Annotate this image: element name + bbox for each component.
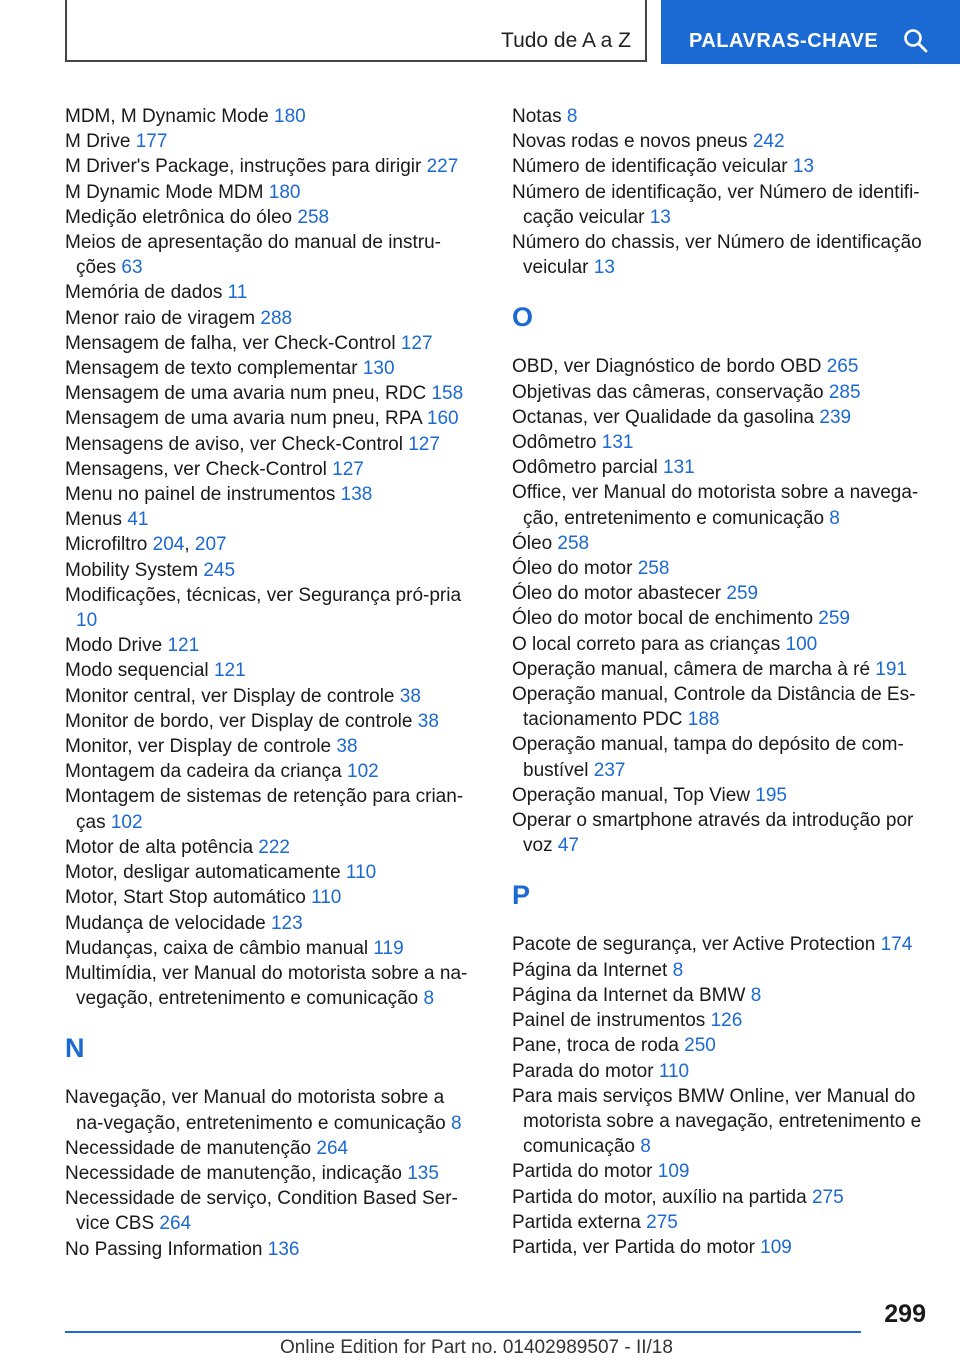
- index-letter-heading: N: [65, 1033, 85, 1064]
- index-entry-term: Memória de dados: [65, 282, 223, 304]
- index-entry-term: Número do chassis, ver Número de identificação veicular: [512, 232, 922, 279]
- index-entry-term: Monitor de bordo, ver Display de controle: [65, 710, 413, 732]
- index-entry-term: Montagem da cadeira da criança: [65, 761, 342, 783]
- page-reference-link[interactable]: 121: [213, 660, 246, 682]
- page-reference-link[interactable]: 38: [417, 710, 439, 732]
- index-entry: [65, 432, 475, 457]
- index-entry-term: Óleo: [512, 532, 553, 554]
- page-number: 299: [884, 1300, 926, 1328]
- page-reference-link[interactable]: 119: [373, 937, 404, 959]
- page-reference-link[interactable]: 110: [658, 1060, 690, 1082]
- index-entry-term: Óleo do motor bocal de enchimento: [512, 608, 814, 630]
- index-entry: [512, 531, 932, 556]
- index-entry: [512, 1185, 932, 1210]
- index-entry: [512, 129, 932, 154]
- index-entry-term: Meios de apresentação do manual de instru-ções: [65, 232, 442, 279]
- page-reference-link[interactable]: 136: [267, 1238, 300, 1260]
- index-entry: [512, 732, 932, 782]
- index-entry-term: M Dynamic Mode MDM: [65, 181, 264, 203]
- index-entry-term: Para mais serviços BMW Online, ver Manual do motorista sobre a navegação, entretenimento e comunicação: [512, 1085, 922, 1158]
- page-reference-link[interactable]: 13: [649, 206, 671, 228]
- page-reference-link[interactable]: 258: [637, 558, 670, 580]
- index-entry-term: Octanas, ver Qualidade da gasolina: [512, 406, 815, 428]
- page-reference-link[interactable]: 11: [227, 282, 248, 304]
- index-entry-term: O local correto para as crianças: [512, 633, 781, 655]
- index-entry-term: Mudança de velocidade: [65, 912, 266, 934]
- index-entry: [512, 380, 932, 405]
- index-entry: [512, 480, 932, 530]
- page-reference-link[interactable]: 38: [336, 736, 358, 758]
- index-entry: [512, 455, 932, 480]
- index-entry-term: Motor, desligar automaticamente: [65, 862, 341, 884]
- index-entry: [512, 1210, 932, 1235]
- index-entry-term: Odômetro parcial: [512, 457, 658, 479]
- index-entry-term: Navegação, ver Manual do motorista sobre a na-vegação, entretenimento e comunicação: [65, 1087, 446, 1134]
- footer-divider: [65, 1331, 861, 1333]
- index-entry: [65, 658, 475, 683]
- index-entry: [512, 405, 932, 430]
- page-reference-link[interactable]: 239: [819, 406, 852, 428]
- index-entry: [65, 784, 475, 834]
- page-reference-link[interactable]: 8: [640, 1136, 651, 1158]
- tab-keywords[interactable]: [661, 0, 960, 64]
- index-entry-term: OBD, ver Diagnóstico de bordo OBD: [512, 356, 822, 378]
- index-entry: [512, 1008, 932, 1033]
- index-entry: [512, 682, 932, 732]
- index-entry-term: Partida do motor: [512, 1161, 653, 1183]
- page-reference-link[interactable]: 13: [593, 257, 615, 279]
- index-entry: [512, 430, 932, 455]
- page-reference-link[interactable]: 38: [399, 685, 421, 707]
- index-entry-term: MDM, M Dynamic Mode: [65, 106, 269, 127]
- index-entry-term: Modo Drive: [65, 635, 163, 657]
- index-entry-term: Notas: [512, 106, 562, 127]
- index-entry-term: Objetivas das câmeras, conservação: [512, 381, 824, 403]
- index-entry-term: Partida, ver Partida do motor: [512, 1236, 755, 1258]
- index-entry-term: Microfiltro: [65, 534, 148, 556]
- index-entry-term: Odômetro: [512, 432, 597, 454]
- index-entry: [65, 331, 475, 356]
- index-entry-term: Multimídia, ver Manual do motorista sobre a na-vegação, entretenimento e comunicação: [65, 962, 468, 1010]
- header: [0, 0, 960, 66]
- index-entry: [512, 958, 932, 983]
- page-reference-link[interactable]: 264: [159, 1213, 192, 1235]
- index-entry-term: Mensagem de uma avaria num pneu, RPA: [65, 408, 422, 430]
- page-reference-link[interactable]: 191: [875, 658, 907, 680]
- page-reference-link[interactable]: 245: [203, 559, 236, 581]
- index-entry-term: Operação manual, tampa do depósito de com-bustível: [512, 734, 904, 781]
- index-entry: [512, 154, 932, 179]
- index-entry: [65, 482, 475, 507]
- index-entry-term: Operação manual, Top View: [512, 784, 751, 806]
- page-reference-link[interactable]: 130: [362, 358, 395, 380]
- page-reference-link[interactable]: 174: [880, 934, 913, 956]
- page-reference-link[interactable]: 131: [663, 457, 695, 479]
- page-reference-link[interactable]: 258: [557, 532, 590, 554]
- index-entry: [65, 507, 475, 532]
- index-entry: [512, 1033, 932, 1058]
- index-entry-term: Número de identificação veicular: [512, 156, 788, 178]
- page-reference-link[interactable]: 275: [646, 1211, 678, 1233]
- index-entry-term: Página da Internet: [512, 959, 668, 981]
- index-entry-term: Operar o smartphone através da introdução por voz: [512, 810, 914, 857]
- index-entry-term: Página da Internet da BMW: [512, 984, 746, 1006]
- index-entry: [512, 606, 932, 631]
- page-reference-link[interactable]: 131: [601, 432, 634, 454]
- page-reference-link[interactable]: 127: [332, 458, 364, 480]
- index-entry-term: Mensagem de texto complementar: [65, 358, 358, 380]
- index-entry-term: Monitor, ver Display de controle: [65, 736, 332, 758]
- index-entry: [65, 1136, 475, 1161]
- index-entry-term: Óleo do motor abastecer: [512, 583, 722, 605]
- page-reference-link[interactable]: 177: [135, 131, 168, 153]
- page-reference-link[interactable]: 8: [829, 507, 840, 529]
- index-entry: [65, 759, 475, 784]
- index-entry-term: Modificações, técnicas, ver Segurança pró-pria: [65, 584, 462, 606]
- page-reference-link[interactable]: 242: [752, 131, 785, 153]
- index-entry: [65, 936, 475, 961]
- index-entry: [512, 657, 932, 682]
- index-entry: [512, 354, 932, 379]
- page-reference-link[interactable]: 188: [687, 709, 720, 731]
- index-entry: [65, 684, 475, 709]
- index-entry: [65, 205, 475, 230]
- index-entry-term: Óleo do motor: [512, 558, 633, 580]
- page-reference-link[interactable]: 63: [121, 257, 143, 279]
- page-reference-link[interactable]: 265: [826, 356, 859, 378]
- index-entry: [65, 230, 475, 280]
- index-entry: [65, 1161, 475, 1186]
- index-entry-term: Necessidade de manutenção, indicação: [65, 1162, 402, 1184]
- page-reference-link[interactable]: 123: [270, 912, 303, 934]
- index-entry: [65, 406, 475, 431]
- index-entry: [512, 1084, 932, 1160]
- tab-a-to-z[interactable]: [65, 0, 647, 62]
- index-entry: [65, 356, 475, 381]
- index-entry: [512, 581, 932, 606]
- page-reference-link[interactable]: 195: [755, 784, 787, 806]
- page-reference-link[interactable]: 102: [347, 761, 379, 783]
- index-entry-term: Monitor central, ver Display de controle: [65, 685, 395, 707]
- index-entry-term: Office, ver Manual do motorista sobre a navega-ção, entretenimento e comunicação: [512, 482, 919, 529]
- page-reference-link[interactable]: 275: [811, 1186, 844, 1208]
- page-reference-link[interactable]: 10: [76, 610, 98, 632]
- index-entry: [65, 1186, 475, 1236]
- index-entry-term: No Passing Information: [65, 1238, 263, 1260]
- page-reference-link[interactable]: 102: [110, 811, 143, 833]
- page-reference-link[interactable]: 110: [345, 862, 377, 884]
- index-entry: [65, 129, 475, 154]
- index-entry-term: Menor raio de viragem: [65, 307, 256, 329]
- page-reference-link[interactable]: 13: [792, 156, 815, 178]
- index-entry: [512, 632, 932, 657]
- index-letter-heading: O: [512, 302, 534, 333]
- tab-keywords-label: PALAVRAS-CHAVE: [689, 30, 879, 52]
- index-entry: [65, 961, 475, 1011]
- page-reference-link[interactable]: 127: [408, 433, 440, 455]
- index-entry: [65, 104, 475, 129]
- index-entry: [65, 457, 475, 482]
- index-entry: [65, 885, 475, 910]
- index-entry: [65, 1085, 475, 1135]
- page-reference-link[interactable]: 121: [167, 635, 200, 657]
- index-entry-term: Mensagens, ver Check-Control: [65, 458, 327, 480]
- page-reference-link[interactable]: 264: [316, 1137, 349, 1159]
- page-reference-link[interactable]: 8: [450, 1112, 462, 1134]
- page-reference-link[interactable]: 237: [593, 759, 626, 781]
- page-reference-link[interactable]: 180: [274, 106, 306, 127]
- index-entry-term: Necessidade de manutenção: [65, 1137, 312, 1159]
- index-entry: [65, 1237, 475, 1262]
- index-entry-term: Mensagens de aviso, ver Check-Control: [65, 433, 403, 455]
- index-entry: [65, 558, 475, 583]
- page-reference-link[interactable]: 127: [400, 332, 433, 354]
- index-letter-heading: P: [512, 880, 531, 911]
- index-entry-term: Partida externa: [512, 1211, 641, 1233]
- index-entry-term: Menus: [65, 509, 123, 531]
- page-reference-link[interactable]: 126: [710, 1010, 743, 1032]
- index-entry: [512, 1159, 932, 1184]
- page-reference-link[interactable]: 180: [268, 181, 301, 203]
- page-reference-link[interactable]: 8: [423, 988, 435, 1010]
- page-reference-link[interactable]: 41: [127, 509, 149, 531]
- index-entry-term: Pane, troca de roda: [512, 1035, 679, 1057]
- tab-a-to-z-label: Tudo de A a Z: [501, 29, 631, 52]
- index-entry: [65, 633, 475, 658]
- index-entry: [512, 983, 932, 1008]
- index-entry-term: Medição eletrônica do óleo: [65, 206, 293, 228]
- index-entry: [512, 1059, 932, 1084]
- index-entry: [512, 230, 932, 280]
- page-reference-link[interactable]: 227: [426, 156, 459, 178]
- index-entry: [65, 381, 475, 406]
- index-entry-term: Pacote de segurança, ver Active Protection: [512, 934, 876, 956]
- page-reference-link[interactable]: 258: [297, 206, 330, 228]
- index-entry-term: Necessidade de serviço, Condition Based Ser-vice CBS: [65, 1188, 458, 1235]
- page-reference-link[interactable]: 135: [407, 1162, 439, 1184]
- footer-edition: Online Edition for Part no. 01402989507 - II/18: [280, 1337, 673, 1358]
- page-reference-link[interactable]: 8: [750, 984, 762, 1006]
- page-reference-link[interactable]: 109: [760, 1236, 792, 1258]
- index-entry: [512, 180, 932, 230]
- index-entry: [65, 154, 475, 179]
- page-reference-link[interactable]: 259: [818, 608, 850, 630]
- index-entry: [65, 734, 475, 759]
- index-entry-term: Mobility System: [65, 559, 199, 581]
- page-reference-link[interactable]: 288: [260, 307, 293, 329]
- index-entry: [512, 932, 932, 957]
- index-column-right: [512, 104, 932, 1260]
- page-reference-link[interactable]: 160: [426, 408, 459, 430]
- index-entry-term: Parada do motor: [512, 1060, 654, 1082]
- index-entry-term: Novas rodas e novos pneus: [512, 131, 748, 153]
- index-column-left: [65, 104, 475, 1262]
- page-reference-link[interactable]: 138: [340, 484, 373, 506]
- index-entry-term: Mensagem de uma avaria num pneu, RDC: [65, 383, 427, 405]
- page-reference-link[interactable]: 222: [258, 836, 290, 858]
- index-entry: [65, 911, 475, 936]
- index-entry-term: M Drive: [65, 131, 131, 153]
- index-entry: [65, 709, 475, 734]
- index-entry-term: Montagem de sistemas de retenção para crian-ças: [65, 786, 464, 833]
- index-entry: [65, 180, 475, 205]
- index-entry: [65, 280, 475, 305]
- page-reference-link[interactable]: 47: [557, 835, 579, 857]
- page-reference-link[interactable]: 8: [672, 959, 684, 981]
- search-icon: [903, 28, 929, 54]
- index-entry: Microfiltro 204, 207: [65, 534, 227, 556]
- index-entry-term: M Driver's Package, instruções para dirigir: [65, 156, 422, 178]
- index-entry-term: Modo sequencial: [65, 660, 209, 682]
- index-entry-term: Painel de instrumentos: [512, 1010, 706, 1032]
- index-entry: [512, 556, 932, 581]
- page-reference-link[interactable]: 207: [194, 534, 227, 556]
- index-entry-term: Motor, Start Stop automático: [65, 887, 306, 909]
- page-reference-link[interactable]: 259: [726, 583, 759, 605]
- index-entry: [65, 306, 475, 331]
- index-entry-term: Mudanças, caixa de câmbio manual: [65, 937, 369, 959]
- index-entry: [512, 783, 932, 808]
- index-entry: [512, 808, 932, 858]
- page-reference-link[interactable]: 109: [657, 1161, 690, 1183]
- index-entry: [65, 860, 475, 885]
- index-entry-term: Mensagem de falha, ver Check-Control: [65, 332, 396, 354]
- index-entry-term: Partida do motor, auxílio na partida: [512, 1186, 807, 1208]
- page-reference-link[interactable]: 100: [785, 633, 818, 655]
- page-reference-link[interactable]: 158: [431, 383, 464, 405]
- index-entry-term: Operação manual, Controle da Distância de Es-tacionamento PDC: [512, 684, 916, 731]
- index-entry: [65, 835, 475, 860]
- page-reference-link[interactable]: 110: [311, 887, 342, 909]
- page-reference-link[interactable]: 250: [684, 1035, 716, 1057]
- index-entry: [65, 583, 475, 633]
- index-entry: [512, 1235, 932, 1260]
- page-reference-link[interactable]: 204: [152, 534, 185, 556]
- index-entry-term: Motor de alta potência: [65, 836, 254, 858]
- index-entry-term: Número de identificação, ver Número de identifi-cação veicular: [512, 181, 920, 228]
- page-reference-link[interactable]: 285: [828, 381, 861, 403]
- index-entry-term: Menu no painel de instrumentos: [65, 484, 336, 506]
- index-entry: [512, 104, 932, 129]
- page-reference-link[interactable]: 8: [566, 106, 578, 127]
- index-entry-term: Operação manual, câmera de marcha à ré: [512, 658, 871, 680]
